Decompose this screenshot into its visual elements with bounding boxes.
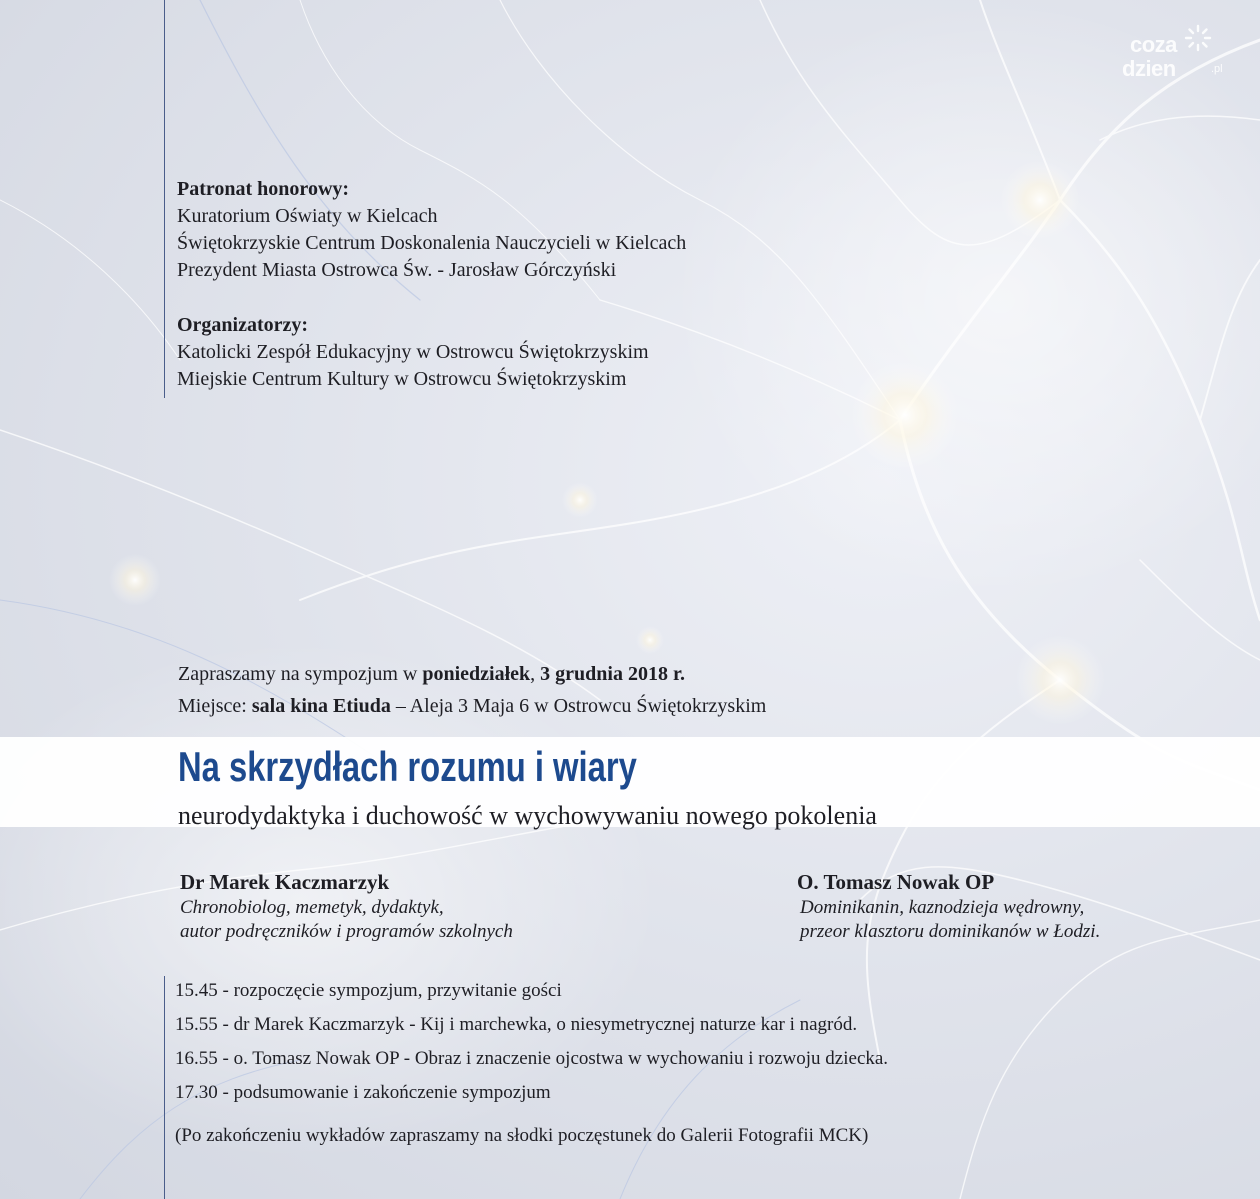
program-item: 17.30 - podsumowanie i zakończenie sympozjum xyxy=(175,1082,551,1103)
program-item: 15.55 - dr Marek Kaczmarzyk - Kij i marchewka, o niesymetrycznej naturze kar i nagród. xyxy=(175,1014,858,1035)
logo-text-line2: dzien xyxy=(1122,56,1176,81)
invitation-date-line xyxy=(178,661,685,688)
invitation-separator: , xyxy=(530,663,541,685)
place-label: Miejsce: xyxy=(178,695,252,717)
speaker-name: Dr Marek Kaczmarzyk xyxy=(180,870,390,894)
invitation-day: poniedziałek xyxy=(422,663,531,685)
left-accent-line-bottom xyxy=(164,976,165,1199)
logo-text-line1: coza xyxy=(1130,32,1177,57)
organizer-item: Katolicki Zespół Edukacyjny w Ostrowcu Świętokrzyskim xyxy=(177,341,649,363)
organizers-heading: Organizatorzy: xyxy=(177,314,309,336)
sun-icon xyxy=(1184,24,1212,52)
patronage-item: Świętokrzyskie Centrum Doskonalenia Nauczycieli w Kielcach xyxy=(177,232,687,254)
place-address: – Aleja 3 Maja 6 w Ostrowcu Świętokrzyskim xyxy=(390,695,767,717)
invitation-prefix: Zapraszamy na sympozjum w xyxy=(178,663,423,685)
patronage-item: Prezydent Miasta Ostrowca Św. - Jarosław Górczyński xyxy=(177,259,617,281)
speaker-description: przeor klasztoru dominikanów w Łodzi. xyxy=(800,921,1101,942)
speaker-description: autor podręczników i programów szkolnych xyxy=(180,921,513,942)
place-venue: sala kina Etiuda xyxy=(251,695,391,717)
program-item: 15.45 - rozpoczęcie sympozjum, przywitanie gości xyxy=(175,980,562,1001)
invitation-place-line xyxy=(178,693,766,720)
program-item: 16.55 - o. Tomasz Nowak OP - Obraz i znaczenie ojcostwa w wychowaniu i rozwoju dziecka. xyxy=(175,1048,889,1069)
organizer-item: Miejskie Centrum Kultury w Ostrowcu Świętokrzyskim xyxy=(177,368,627,390)
organizers-section xyxy=(177,312,649,393)
invitation-date: 3 grudnia 2018 r. xyxy=(540,663,686,685)
patronage-heading: Patronat honorowy: xyxy=(177,178,350,200)
left-accent-line-top xyxy=(164,0,165,398)
patronage-section xyxy=(177,176,686,284)
speaker-block xyxy=(180,869,513,944)
cozadzien-logo xyxy=(1120,20,1260,90)
event-subtitle: neurodydaktyka i duchowość w wychowywaniu nowego pokolenia xyxy=(178,801,877,830)
logo-tld: .pl xyxy=(1211,63,1223,75)
speaker-name: O. Tomasz Nowak OP xyxy=(797,870,995,894)
event-title: Na skrzydłach rozumu i wiary xyxy=(178,743,637,790)
speaker-description: Chronobiolog, memetyk, dydaktyk, xyxy=(180,897,444,918)
speaker-block xyxy=(797,869,1100,944)
patronage-item: Kuratorium Oświaty w Kielcach xyxy=(177,205,438,227)
closing-note: (Po zakończeniu wykładów zapraszamy na słodki poczęstunek do Galerii Fotografii MCK) xyxy=(175,1125,869,1146)
speaker-description: Dominikanin, kaznodzieja wędrowny, xyxy=(800,897,1085,918)
